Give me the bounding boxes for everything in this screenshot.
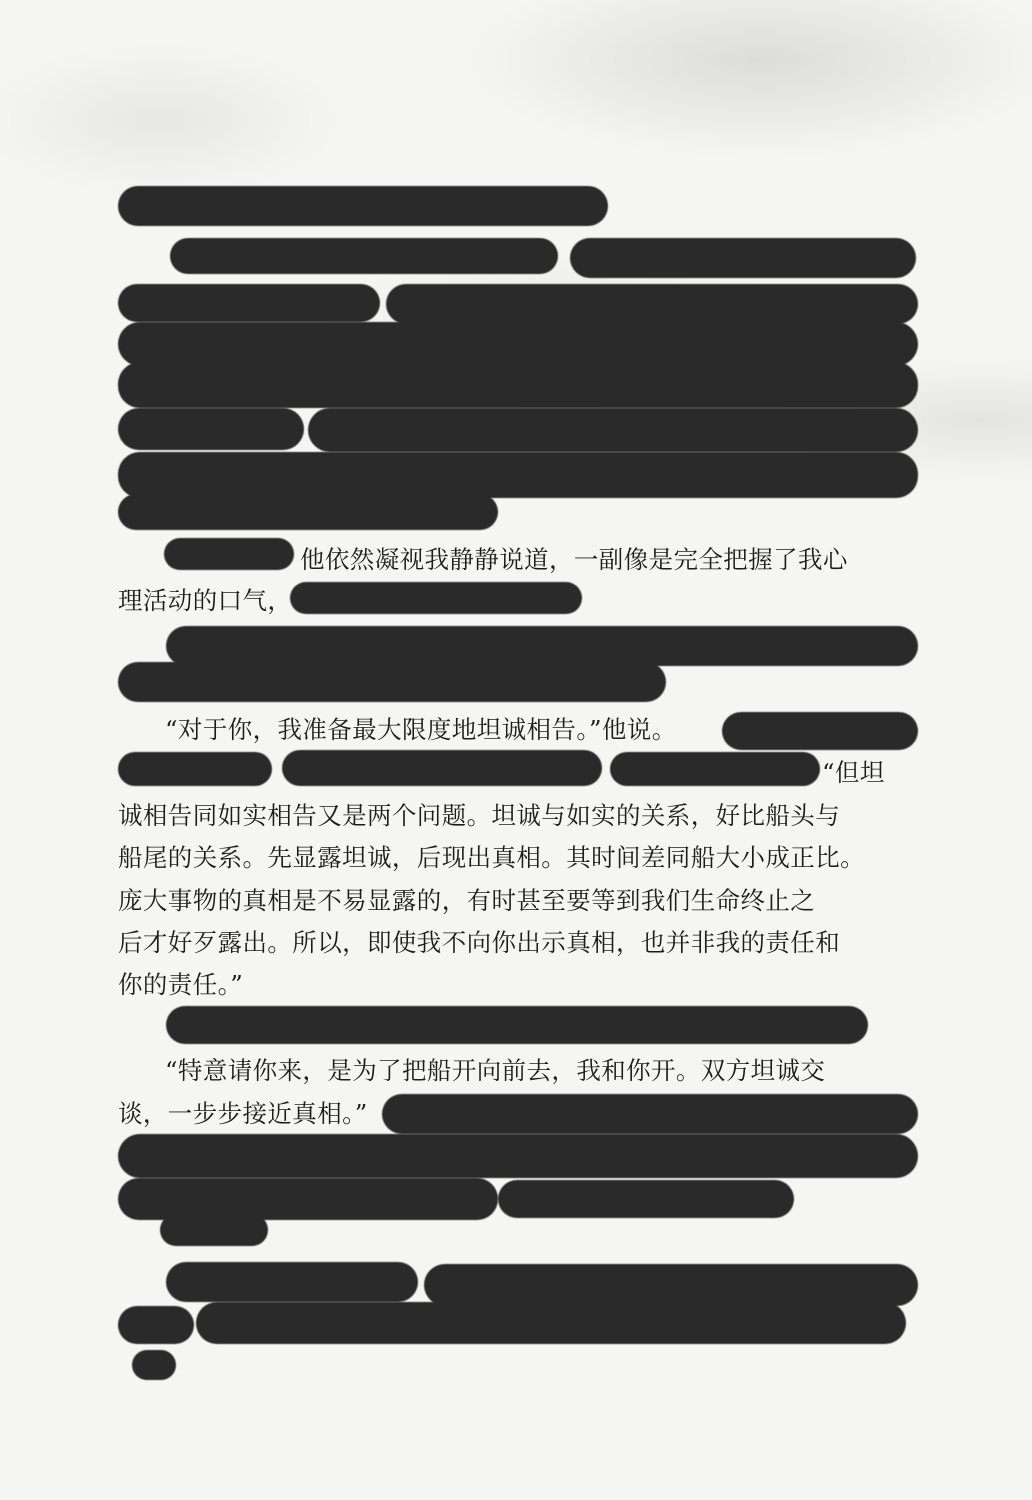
- redaction-bar: [386, 284, 918, 324]
- redaction-bar: [118, 408, 304, 450]
- text-line: [822, 752, 918, 794]
- redaction-bar: [118, 494, 498, 530]
- redaction-bar: [118, 186, 608, 226]
- redaction-bar: [118, 322, 918, 366]
- redaction-bar: [160, 1214, 268, 1246]
- redaction-bar: [118, 752, 272, 786]
- text-line: [118, 837, 918, 879]
- text-segment: 船尾的关系。先显露坦诚，后现出真相。其时间差同船大小成正比。: [118, 843, 865, 872]
- redaction-bar: [196, 1302, 906, 1344]
- text-segment: 理活动的口气，: [118, 586, 293, 615]
- redaction-bar: [610, 752, 820, 786]
- redaction-bar: [132, 1350, 176, 1380]
- text-segment: 他依然凝视我静静说道，一副像是完全把握了我心: [300, 545, 848, 574]
- text-segment: 庞大事物的真相是不易显露的，有时甚至要等到我们生命终止之: [118, 886, 816, 915]
- redaction-bar: [570, 238, 916, 278]
- redaction-bar: [118, 1306, 194, 1344]
- redaction-bar: [164, 538, 294, 570]
- redaction-bar: [170, 238, 558, 274]
- text-line: [118, 1093, 918, 1135]
- redaction-bar: [424, 1264, 918, 1306]
- redaction-bar: [118, 452, 918, 498]
- text-line: [118, 795, 918, 837]
- redaction-bar: [308, 408, 918, 452]
- redaction-bar: [166, 1262, 418, 1302]
- text-segment: “特意请你来，是为了把船开向前去，我和你开。双方坦诚交: [165, 1056, 826, 1085]
- text-line: [118, 922, 918, 964]
- text-line: [118, 880, 918, 922]
- text-line: [300, 539, 920, 581]
- text-segment: 谈，一步步接近真相。”: [118, 1099, 368, 1128]
- redaction-bar: [166, 1006, 868, 1044]
- text-segment: “但坦: [822, 758, 885, 787]
- text-line: [118, 580, 918, 622]
- text-line: [165, 1050, 965, 1092]
- redaction-bar: [166, 626, 918, 666]
- redaction-bar: [118, 662, 666, 702]
- redaction-bar: [118, 284, 380, 322]
- text-segment: “对于你，我准备最大限度地坦诚相告。”他说。: [165, 715, 677, 744]
- redaction-bar: [118, 1134, 918, 1178]
- text-segment: 后才好歹露出。所以，即使我不向你出示真相，也并非我的责任和: [118, 928, 841, 957]
- text-segment: 你的责任。”: [118, 970, 244, 999]
- text-segment: 诚相告同如实相告又是两个问题。坦诚与如实的关系，好比船头与: [118, 801, 841, 830]
- redaction-bar: [118, 362, 918, 408]
- redaction-bar: [498, 1180, 794, 1218]
- redaction-bar: [282, 750, 602, 786]
- text-line: [118, 964, 918, 1006]
- text-line: [165, 709, 965, 751]
